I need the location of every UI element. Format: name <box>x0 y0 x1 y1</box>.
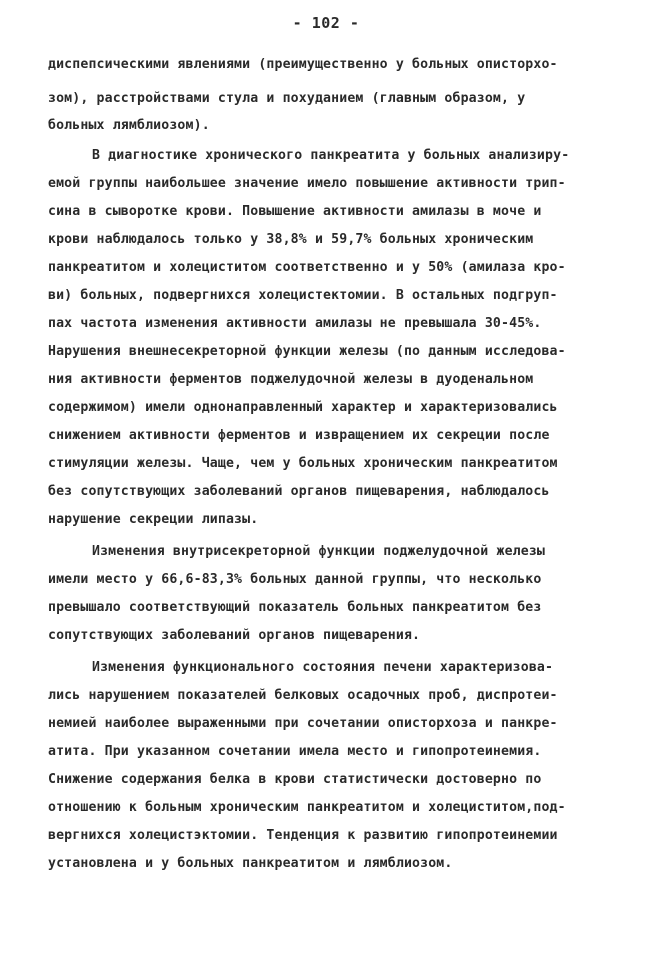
text-line-22: Изменения функционального состояния печени характеризова- <box>92 660 554 675</box>
text-line-13: содержимом) имели однонаправленный характер и характеризовались <box>48 400 558 415</box>
text-line-17: нарушение секреции липазы. <box>48 512 259 527</box>
text-line-4: В диагностике хронического панкреатита у больных анализиру- <box>92 148 570 163</box>
text-line-9: ви) больных, подвергнихся холецистектомии. В остальных подгруп- <box>48 288 558 303</box>
text-line-21: сопутствующих заболеваний органов пищеварения. <box>48 628 421 643</box>
text-line-27: отношению к больным хроническим панкреатитом и холециститом,под- <box>48 800 566 815</box>
text-line-11: Нарушения внешнесекреторной функции железы (по данным исследова- <box>48 344 566 359</box>
text-line-29: установлена и у больных панкреатитом и лямблиозом. <box>48 856 453 871</box>
page-number: - 102 - <box>292 14 360 32</box>
text-line-20: превышало соответствующий показатель больных панкреатитом без <box>48 600 542 615</box>
text-line-6: сина в сыворотке крови. Повышение активности амилазы в моче и <box>48 204 542 219</box>
text-line-19: имели место у 66,6-83,3% больных данной группы, что несколько <box>48 572 542 587</box>
text-line-14: снижением активности ферментов и извращением их секреции после <box>48 428 550 443</box>
text-line-25: атита. При указанном сочетании имела место и гипопротеинемия. <box>48 744 542 759</box>
text-line-7: крови наблюдалось только у 38,8% и 59,7% больных хроническим <box>48 232 534 247</box>
text-line-12: ния активности ферментов поджелудочной железы в дуоденальном <box>48 372 534 387</box>
text-line-3: больных лямблиозом). <box>48 118 210 133</box>
text-line-1: диспепсическими явлениями (преимущественно у больных описторхо- <box>48 57 558 72</box>
text-line-8: панкреатитом и холециститом соответственно и у 50% (амилаза кро- <box>48 260 566 275</box>
text-line-15: стимуляции железы. Чаще, чем у больных хроническим панкреатитом <box>48 456 558 471</box>
text-line-18: Изменения внутрисекреторной функции поджелудочной железы <box>92 544 546 559</box>
text-line-16: без сопутствующих заболеваний органов пищеварения, наблюдалось <box>48 484 550 499</box>
text-line-28: вергнихся холецистэктомии. Тенденция к развитию гипопротеинемии <box>48 828 558 843</box>
text-line-26: Снижение содержания белка в крови статистически достоверно по <box>48 772 542 787</box>
text-line-23: лись нарушением показателей белковых осадочных проб, диспротеи- <box>48 688 558 703</box>
text-line-10: пах частота изменения активности амилазы не превышала 30-45%. <box>48 316 542 331</box>
text-line-24: немией наиболее выраженными при сочетании описторхоза и панкре- <box>48 716 558 731</box>
text-line-2: зом), расстройствами стула и похуданием (главным образом, у <box>48 91 526 106</box>
text-line-5: емой группы наибольшее значение имело повышение активности трип- <box>48 176 566 191</box>
